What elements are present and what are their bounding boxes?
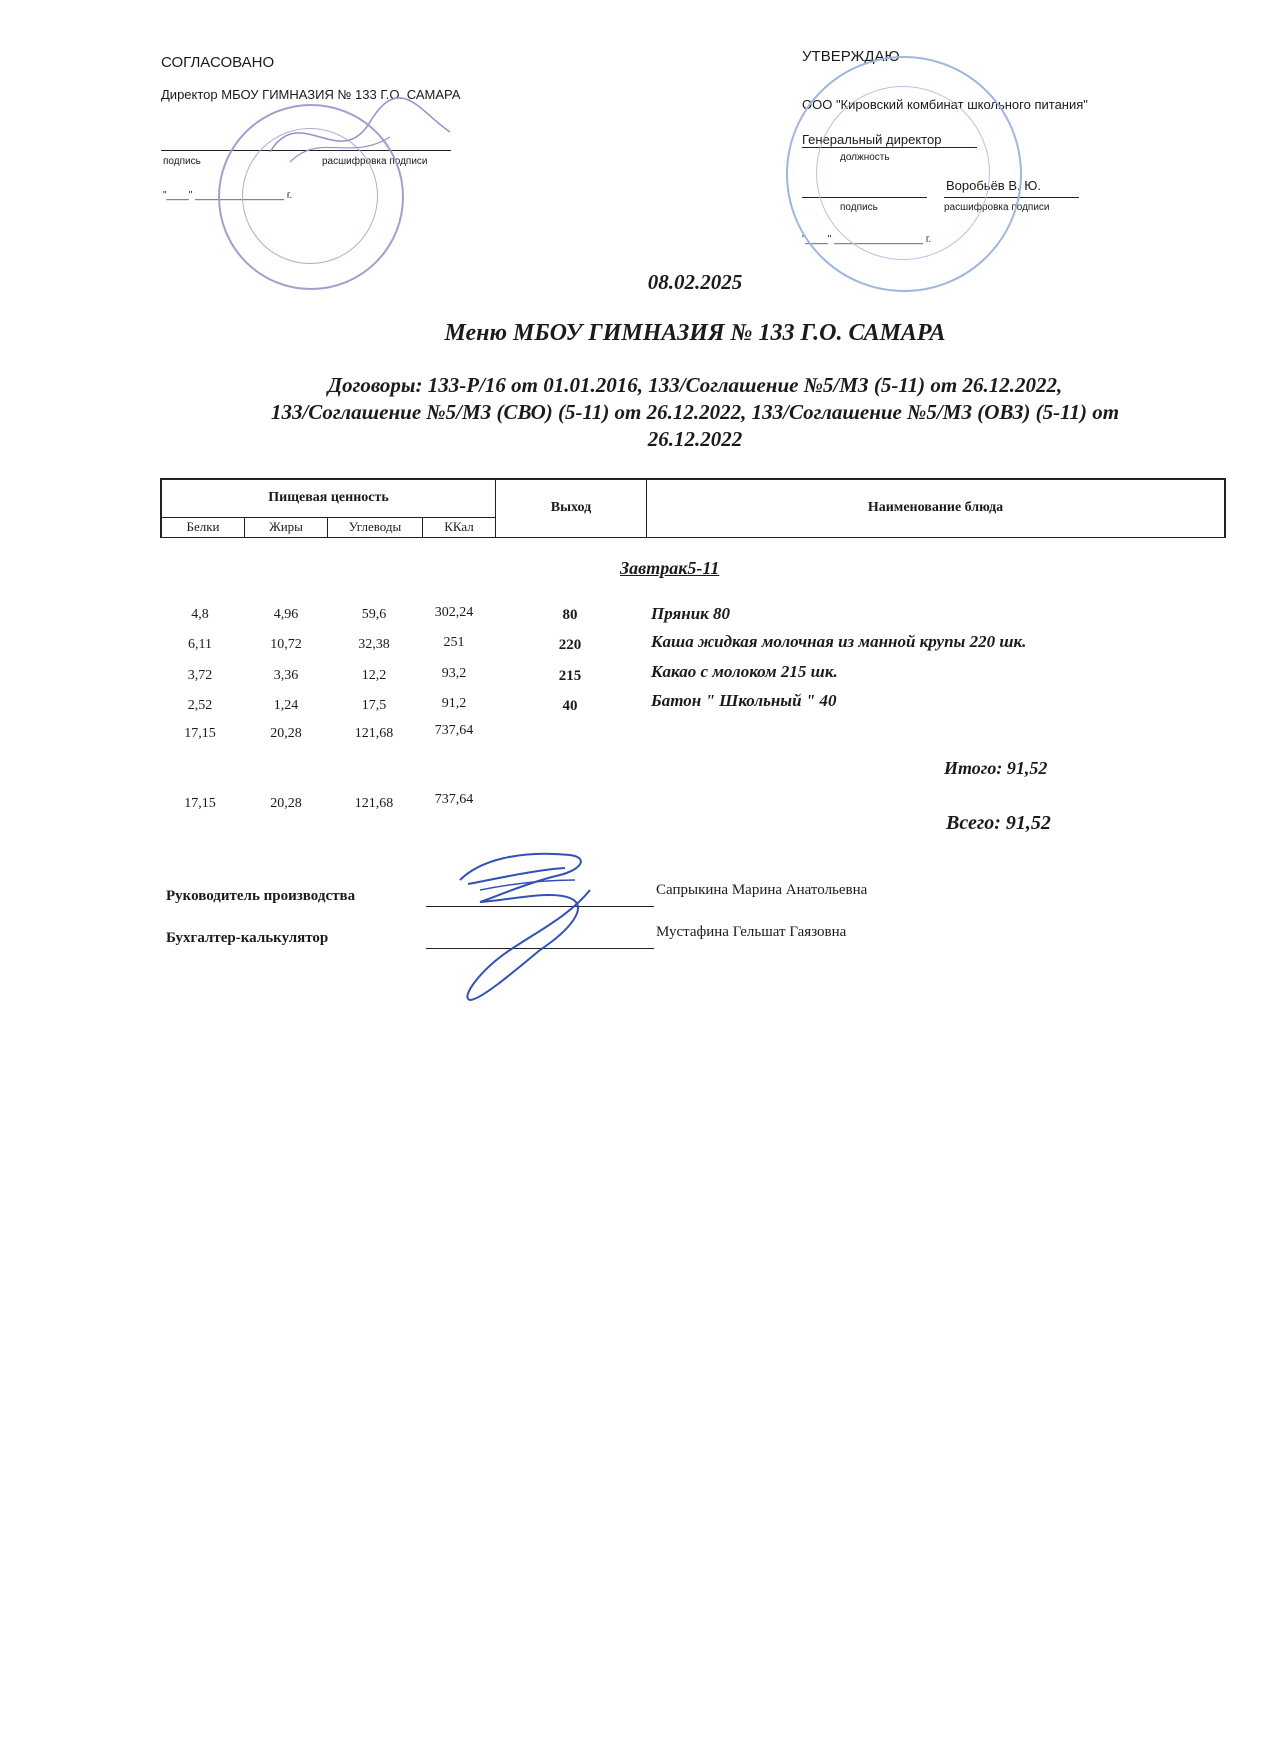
subtotal-carbs: 121,68 [354, 726, 394, 741]
total-protein: 17,15 [184, 796, 216, 811]
row-kcal: 302,24 [434, 605, 474, 620]
row-carbs: 12,2 [361, 668, 387, 683]
section-title: Завтрак5-11 [620, 558, 720, 578]
total-carbs: 121,68 [354, 796, 394, 811]
acc-label: Бухгалтер-калькулятор [166, 930, 329, 946]
approved-sign-label: подпись [840, 202, 878, 213]
row-kcal: 91,2 [441, 696, 467, 711]
agreed-date-line: "____" ________________ г. [163, 190, 293, 201]
col-carbs: Углеводы [328, 517, 423, 537]
row-kcal: 251 [443, 635, 465, 650]
nutrition-header: Пищевая ценность [161, 479, 496, 517]
total-fat: 20,28 [270, 796, 302, 811]
row-protein: 6,11 [188, 637, 212, 652]
head-label: Руководитель производства [166, 888, 356, 904]
subtotal-text: Итого: 91,52 [944, 758, 1048, 778]
menu-date: 08.02.2025 [647, 270, 743, 294]
approved-position: Генеральный директор [802, 132, 942, 147]
contracts-line-3: 26.12.2022 [647, 427, 743, 451]
row-protein: 4,8 [191, 607, 209, 622]
contracts-line-1: Договоры: 133-Р/16 от 01.01.2016, 133/Соглашение №5/МЗ (5-11) от 26.12.2022, [327, 373, 1063, 397]
approved-date-line: "____" ________________ г. [802, 234, 932, 245]
company-stamp-inner-ring [816, 86, 990, 260]
total-text: Всего: 91,52 [946, 812, 1051, 834]
menu-table-header [160, 478, 1226, 538]
row-dish: Пряник 80 [651, 604, 731, 623]
row-yield: 80 [562, 607, 578, 623]
row-protein: 3,72 [187, 668, 213, 683]
row-fat: 10,72 [270, 637, 302, 652]
col-fat: Жиры [245, 517, 328, 537]
subtotal-fat: 20,28 [270, 726, 302, 741]
head-signature [440, 840, 640, 1020]
row-kcal: 93,2 [441, 666, 467, 681]
row-dish: Батон " Школьный " 40 [651, 691, 837, 710]
subtotal-kcal: 737,64 [434, 723, 474, 738]
row-protein: 2,52 [187, 698, 213, 713]
contracts-block [160, 372, 1230, 453]
row-carbs: 32,38 [358, 637, 390, 652]
head-name: Сапрыкина Марина Анатольевна [656, 882, 868, 898]
row-yield: 215 [558, 668, 582, 684]
row-yield: 220 [558, 637, 582, 653]
contracts-line-2: 133/Соглашение №5/МЗ (СВО) (5-11) от 26.12.2022, 133/Соглашение №5/МЗ (ОВЗ) (5-11) от [270, 400, 1120, 424]
total-kcal: 737,64 [434, 792, 474, 807]
agreed-heading: СОГЛАСОВАНО [161, 54, 275, 71]
col-kcal: ККал [423, 517, 496, 537]
company-stamp [786, 56, 1022, 292]
school-signature-scribble [260, 92, 460, 182]
acc-name: Мустафина Гельшат Гаязовна [656, 924, 847, 940]
approved-position-label: должность [840, 152, 890, 163]
approved-name: Воробьёв В. Ю. [946, 178, 1041, 193]
col-protein: Белки [161, 517, 245, 537]
row-carbs: 17,5 [361, 698, 387, 713]
approved-decode-label: расшифровка подписи [944, 202, 1050, 213]
agreed-decode-label: расшифровка подписи [322, 156, 428, 167]
row-fat: 4,96 [273, 607, 299, 622]
agreed-position: Директор МБОУ ГИМНАЗИЯ № 133 Г.О. САМАРА [161, 87, 461, 102]
subtotal-protein: 17,15 [184, 726, 216, 741]
row-fat: 3,36 [273, 668, 299, 683]
row-dish: Каша жидкая молочная из манной крупы 220 шк. [651, 632, 1027, 651]
approved-org: ООО "Кировский комбинат школьного питания" [802, 97, 1088, 112]
row-yield: 40 [562, 698, 578, 714]
yield-header: Выход [496, 479, 647, 537]
approved-heading: УТВЕРЖДАЮ [802, 48, 900, 65]
menu-title: Меню МБОУ ГИМНАЗИЯ № 133 Г.О. САМАРА [444, 320, 946, 346]
row-carbs: 59,6 [361, 607, 387, 622]
dish-header: Наименование блюда [647, 479, 1226, 537]
agreed-sign-label: подпись [163, 156, 201, 167]
row-fat: 1,24 [273, 698, 299, 713]
row-dish: Какао с молоком 215 шк. [651, 662, 838, 681]
